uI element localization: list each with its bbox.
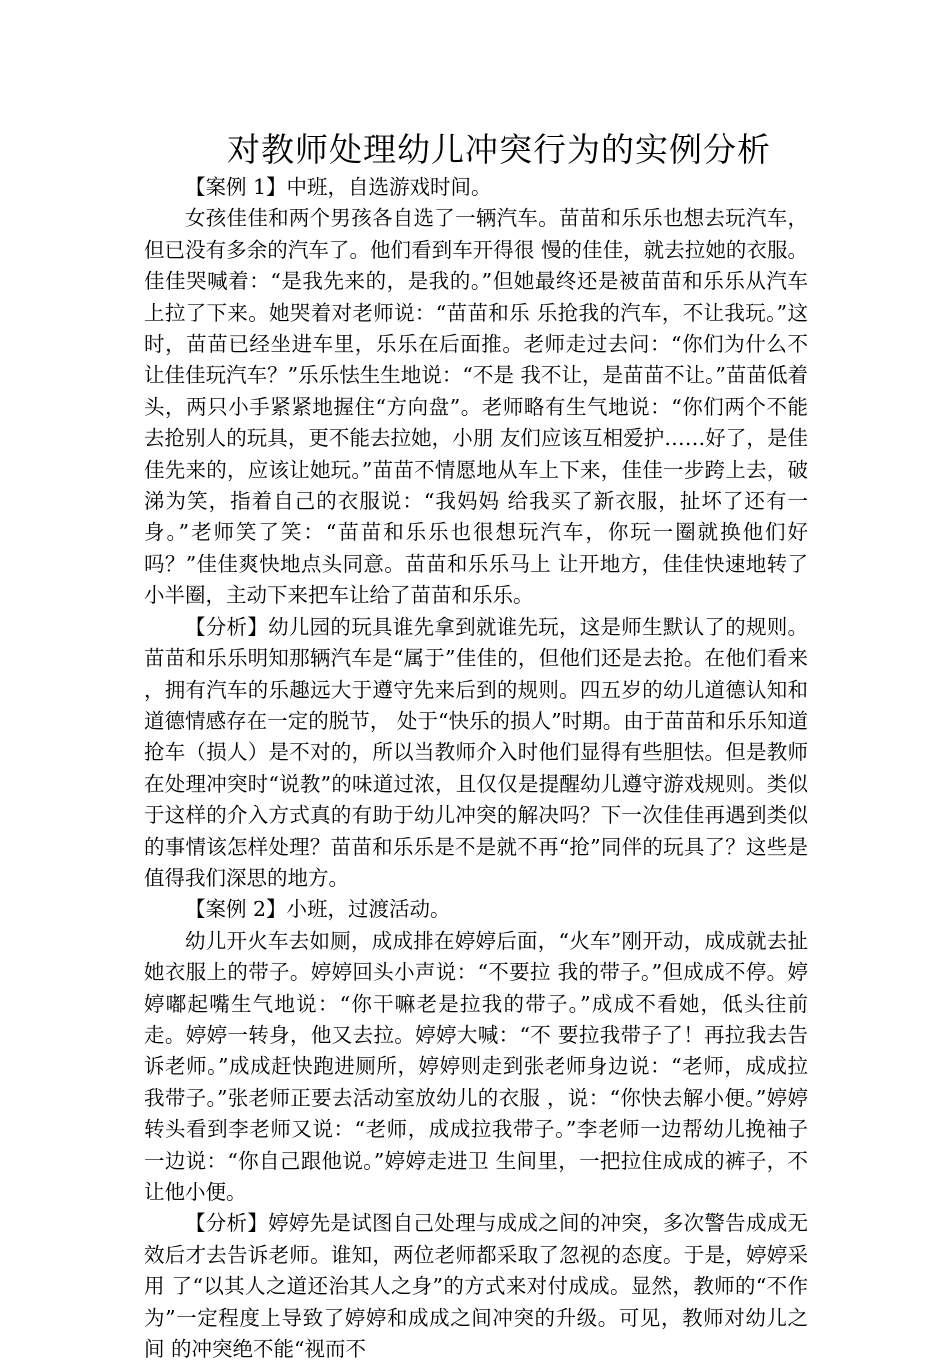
case-2-analysis: 【分析】婷婷先是试图自己处理与成成之间的冲突，多次警告成成无效后才去告诉老师。谁知，两位老师都采取了忽视的态度。于是，婷婷采用 了“以其人之道还治其人之身”的方式来对付成成。显然，教师的“不作为”一定程度上导致了婷婷和成成之间冲突的升级。可见，教师对幼儿之间 的冲突绝不能“视而不 xyxy=(144,1211,808,1362)
case-1-narrative: 女孩佳佳和两个男孩各自选了一辆汽车。苗苗和乐乐也想去玩汽车，但已没有多余的汽车了。他们看到车开得很 慢的佳佳，就去拉她的衣服。佳佳哭喊着：“是我先来的，是我的。”但她最终还是被苗苗和乐乐从汽车上拉了下来。她哭着对老师说：“苗苗和乐 乐抢我的汽车，不让我玩。”这时，苗苗已经坐进车里，乐乐在后面推。老师走过去问：“你们为什么不让佳佳玩汽车？”乐乐怯生生地说：“不是 我不让，是苗苗不让。”苗苗低着头，两只小手紧紧地握住“方向盘”。老师略有生气地说：“你们两个不能去抢别人的玩具，更不能去拉她，小朋 友们应该互相爱护……好了，是佳佳先来的，应该让她玩。”苗苗不情愿地从车上下来，佳佳一步跨上去，破涕为笑，指着自己的衣服说：“我妈妈 给我买了新衣服，扯坏了还有一身。”老师笑了笑：“苗苗和乐乐也很想玩汽车，你玩一圈就换他们好吗？”佳佳爽快地点头同意。苗苗和乐乐马上 让开地方，佳佳快速地转了小半圈，主动下来把车让给了苗苗和乐乐。 xyxy=(144,206,808,608)
document-body xyxy=(144,172,808,1365)
case-2-narrative: 幼儿开火车去如厕，成成排在婷婷后面，“火车”刚开动，成成就去扯她衣服上的带子。婷婷回头小声说：“不要拉 我的带子。”但成成不停。婷婷嘟起嘴生气地说：“你干嘛老是拉我的带子。”成成不看她，低头往前走。婷婷一转身，他又去拉。婷婷大喊：“不 要拉我带子了！再拉我去告诉老师。”成成赶快跑进厕所，婷婷则走到张老师身边说：“老师，成成拉我带子。”张老师正要去活动室放幼儿的衣服 ，说：“你快去解小便。”婷婷转头看到李老师又说：“老师，成成拉我带子。”李老师一边帮幼儿挽袖子一边说：“你自己跟他说。”婷婷走进卫 生间里，一把拉住成成的裤子，不让他小便。 xyxy=(144,928,808,1204)
case-1-analysis: 【分析】幼儿园的玩具谁先拿到就谁先玩，这是师生默认了的规则。苗苗和乐乐明知那辆汽车是“属于”佳佳的，但他们还是去抢。在他们看来 ，拥有汽车的乐趣远大于遵守先来后到的规则。四五岁的幼儿道德认知和道德情感存在一定的脱节， 处于“快乐的损人”时期。由于苗苗和乐乐知道 抢车（损人）是不对的，所以当教师介入时他们显得有些胆怯。但是教师在处理冲突时“说教”的味道过浓，且仅仅是提醒幼儿遵守游戏规则。类似于这样的介入方式真的有助于幼儿冲突的解决吗？下一次佳佳再遇到类似的事情该怎样处理？苗苗和乐乐是不是就不再“抢”同伴的玩具了？这些是 值得我们深思的地方。 xyxy=(144,614,808,890)
case-1-heading: 【案例 1】中班，自选游戏时间。 xyxy=(185,175,492,199)
case-2-heading: 【案例 2】小班，过渡活动。 xyxy=(185,897,451,922)
document-title: 对教师处理幼儿冲突行为的实例分析 xyxy=(227,130,771,169)
